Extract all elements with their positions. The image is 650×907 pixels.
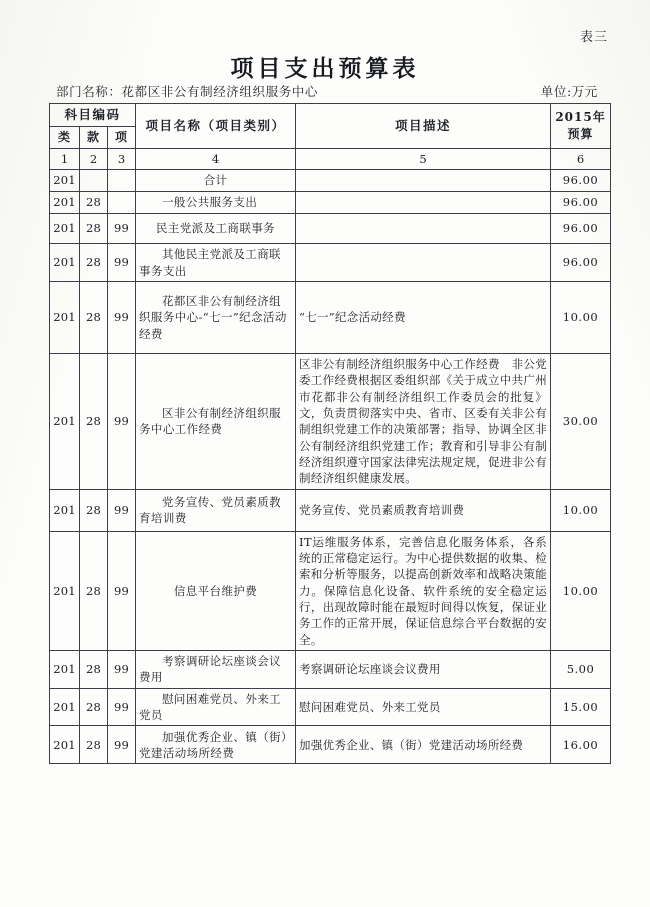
cell-kuan: 28 — [80, 651, 108, 689]
cell-lei: 201 — [50, 688, 80, 726]
column-header-budget-2015-word: 预算 — [567, 126, 594, 141]
cell-project-name: 民主党派及工商联事务 — [136, 214, 296, 244]
cell-budget-value: 16.00 — [551, 726, 611, 764]
table-row — [50, 192, 611, 214]
cell-budget-value: 96.00 — [551, 192, 611, 214]
cell-budget-value: 10.00 — [551, 531, 611, 650]
currency-unit-label: 单位:万元 — [540, 84, 598, 99]
cell-lei: 201 — [50, 170, 80, 192]
column-number-desc: 5 — [296, 148, 551, 169]
cell-project-description: 区非公有制经济组织服务中心工作经费 非公党委工作经费根据区委组织部《关于成立中共广州市花都非公有制经济组织工作委员会的批复》文，负责贯彻落实中央、省市、区委有关非公有制组织党建工作的决策部署；指导、协调全区非公有制经济组织党建工作；教育和引导非公有制经济组织遵守国家法律宪法规定规，促进非公有制经济组织健康发展。 — [296, 354, 551, 490]
cell-kuan: 28 — [80, 688, 108, 726]
cell-project-description — [296, 170, 551, 192]
sheet-label: 表三 — [579, 30, 608, 45]
table-header-row-top — [50, 104, 611, 127]
cell-project-description: 党务宣传、党员素质教育培训费 — [296, 489, 551, 531]
cell-kuan: 28 — [80, 489, 108, 531]
cell-project-name: 合计 — [136, 170, 296, 192]
cell-xiang: 99 — [108, 354, 136, 490]
cell-budget-value: 15.00 — [551, 688, 611, 726]
cell-kuan: 28 — [80, 726, 108, 764]
cell-budget-value: 96.00 — [551, 244, 611, 282]
table-row — [50, 531, 611, 650]
cell-xiang: 99 — [108, 688, 136, 726]
cell-project-description: 考察调研论坛座谈会议费用 — [296, 651, 551, 689]
cell-project-description — [296, 192, 551, 214]
cell-lei: 201 — [50, 489, 80, 531]
cell-lei: 201 — [50, 192, 80, 214]
table-header — [50, 104, 611, 170]
cell-lei: 201 — [50, 214, 80, 244]
table-body — [50, 170, 611, 764]
cell-kuan: 28 — [80, 244, 108, 282]
table-column-number-row — [50, 148, 611, 169]
cell-budget-value: 10.00 — [551, 282, 611, 354]
column-header-lei: 类 — [50, 126, 80, 148]
cell-xiang: 99 — [108, 282, 136, 354]
column-number-name: 4 — [136, 148, 296, 169]
cell-xiang: 99 — [108, 726, 136, 764]
cell-budget-value: 96.00 — [551, 214, 611, 244]
table-row — [50, 651, 611, 689]
cell-project-description — [296, 244, 551, 282]
column-header-code-group: 科目编码 — [50, 104, 136, 127]
column-header-project-name: 项目名称（项目类别） — [136, 104, 296, 149]
cell-project-name: 花都区非公有制经济组织服务中心-“七一”纪念活动经费 — [136, 282, 296, 354]
cell-project-name: 信息平台维护费 — [136, 531, 296, 650]
cell-xiang: 99 — [108, 531, 136, 650]
cell-xiang: 99 — [108, 214, 136, 244]
table-row — [50, 688, 611, 726]
cell-project-description — [296, 214, 551, 244]
cell-project-name: 考察调研论坛座谈会议费用 — [136, 651, 296, 689]
column-header-xiang: 项 — [108, 126, 136, 148]
document-meta — [56, 82, 610, 100]
cell-project-name: 其他民主党派及工商联事务支出 — [136, 244, 296, 282]
cell-budget-value: 96.00 — [551, 170, 611, 192]
cell-lei: 201 — [50, 651, 80, 689]
department-name-label: 部门名称：花都区非公有制经济组织服务中心 — [56, 84, 319, 99]
table-row — [50, 170, 611, 192]
cell-project-description: 加强优秀企业、镇（街）党建活动场所经费 — [296, 726, 551, 764]
column-header-project-description: 项目描述 — [296, 104, 551, 149]
cell-kuan: 28 — [80, 354, 108, 490]
cell-project-name: 党务宣传、党员素质教育培训费 — [136, 489, 296, 531]
cell-xiang: 99 — [108, 489, 136, 531]
cell-project-description: 慰问困难党员、外来工党员 — [296, 688, 551, 726]
cell-budget-value: 30.00 — [551, 354, 611, 490]
table-row — [50, 489, 611, 531]
cell-kuan: 28 — [80, 192, 108, 214]
cell-lei: 201 — [50, 726, 80, 764]
table-row — [50, 282, 611, 354]
cell-lei: 201 — [50, 531, 80, 650]
cell-kuan: 28 — [80, 214, 108, 244]
table-row — [50, 214, 611, 244]
table-row — [50, 244, 611, 282]
cell-project-name: 慰问困难党员、外来工党员 — [136, 688, 296, 726]
cell-budget-value: 10.00 — [551, 489, 611, 531]
cell-kuan — [80, 170, 108, 192]
cell-xiang — [108, 170, 136, 192]
cell-project-description: “七一”纪念活动经费 — [296, 282, 551, 354]
cell-xiang: 99 — [108, 651, 136, 689]
column-number-value: 6 — [551, 148, 611, 169]
table-row — [50, 354, 611, 490]
cell-budget-value: 5.00 — [551, 651, 611, 689]
cell-lei: 201 — [50, 354, 80, 490]
column-number-lei: 1 — [50, 148, 80, 169]
cell-lei: 201 — [50, 282, 80, 354]
column-header-budget-2015-year: 2015年 — [555, 109, 606, 124]
cell-xiang: 99 — [108, 244, 136, 282]
cell-project-name: 区非公有制经济组织服务中心工作经费 — [136, 354, 296, 490]
cell-project-name: 加强优秀企业、镇（街）党建活动场所经费 — [136, 726, 296, 764]
column-number-xiang: 3 — [108, 148, 136, 169]
cell-lei: 201 — [50, 244, 80, 282]
cell-project-name: 一般公共服务支出 — [136, 192, 296, 214]
column-header-kuan: 款 — [80, 126, 108, 148]
project-expenditure-budget-table — [49, 103, 611, 764]
column-header-budget-2015 — [551, 104, 611, 149]
page-title: 项目支出预算表 — [230, 55, 420, 82]
cell-xiang — [108, 192, 136, 214]
cell-kuan: 28 — [80, 282, 108, 354]
cell-project-description: IT运维服务体系，完善信息化服务体系，各系统的正常稳定运行。为中心提供数据的收集、检索和分析等服务，以提高创新效率和战略决策能力。保障信息化设备、软件系统的安全稳定运行，出现故障时能在最短时间得以恢复，保证业务工作的正常开展，保证信息综合平台数据的安全。 — [296, 531, 551, 650]
cell-kuan: 28 — [80, 531, 108, 650]
column-number-kuan: 2 — [80, 148, 108, 169]
table-row — [50, 726, 611, 764]
